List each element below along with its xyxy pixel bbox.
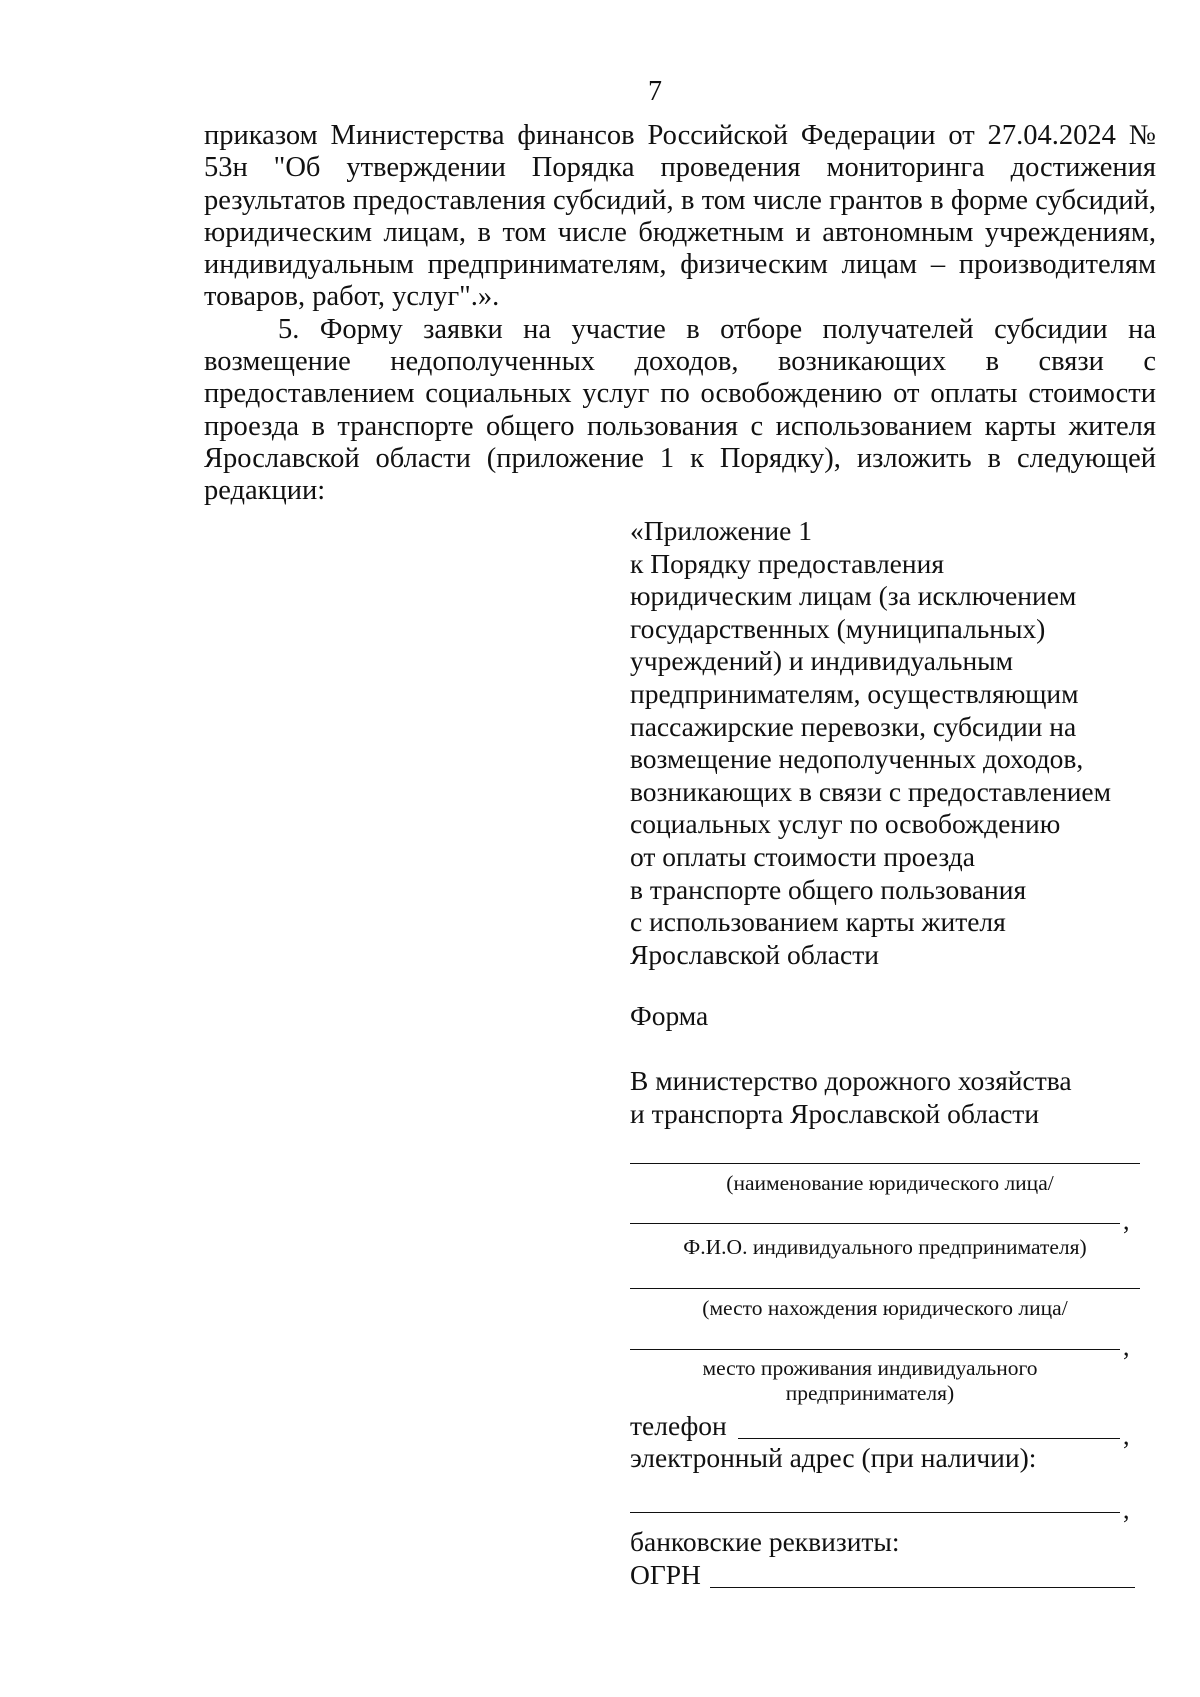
caption-entrepreneur-name: Ф.И.О. индивидуального предпринимателя) — [683, 1235, 1087, 1259]
bank-details-label: банковские реквизиты: — [630, 1526, 900, 1557]
email-label: электронный адрес (при наличии): — [630, 1442, 1037, 1473]
annex-line: Ярославской области — [630, 938, 879, 970]
location-field[interactable] — [630, 1288, 1140, 1289]
annex-line: предпринимателям, осуществляющим — [630, 677, 1079, 709]
ogrn-label: ОГРН — [630, 1559, 701, 1590]
caption-location: (место нахождения юридического лица/ — [702, 1296, 1068, 1320]
applicant-name-field-2[interactable] — [630, 1223, 1120, 1224]
caption-entrepreneur: предпринимателя) — [785, 1381, 955, 1405]
annex-line: возникающих в связи с предоставлением — [630, 775, 1112, 807]
annex-line: учреждений) и индивидуальным — [630, 645, 1014, 677]
annex-line: к Порядку предоставления — [630, 547, 944, 579]
annex-heading — [630, 515, 1150, 971]
annex-line: социальных услуг по освобождению — [630, 808, 1061, 840]
annex-line: возмещение недополученных доходов, — [630, 743, 1084, 775]
annex-line: пассажирские перевозки, субсидии на — [630, 710, 1077, 742]
phone-label: телефон — [630, 1410, 727, 1441]
annex-line: государственных (муниципальных) — [630, 612, 1046, 644]
addressee-line: и транспорта Ярославской области — [630, 1097, 1040, 1129]
comma-mark: , — [1123, 1332, 1130, 1361]
annex-line: юридическим лицам (за исключением — [630, 580, 1077, 612]
annex-line: от оплаты стоимости проезда — [630, 840, 975, 872]
caption-residence: место проживания индивидуального — [702, 1356, 1038, 1380]
paragraph-order-reference: приказом Министерства финансов Российской Федерации от 27.04.2024 № 53н "Об утверждении Порядка проведения мониторинга достижения результатов предоставления субсидий, в том числе грантов в форме субсидий, юридическим лицам, в том числе бюджетным и автономным учреждениям, индивидуальным предпринимателям, физическим лицам – производителям товаров, работ, услуг".». — [204, 120, 1156, 313]
phone-field[interactable] — [738, 1438, 1120, 1439]
annex-line: с использованием карты жителя — [630, 906, 1006, 938]
body-text — [204, 120, 1156, 508]
annex-line: в транспорте общего пользования — [630, 873, 1027, 905]
paragraph-item-5: 5. Форму заявки на участие в отборе получателей субсидии на возмещение недополученных доходов, возникающих в связи с предоставлением социальных услуг по освобождению от оплаты стоимости проезда в транспорте общего пользования с использованием карты жителя Ярославской области (приложение 1 к Порядку), изложить в следующей редакции: — [204, 313, 1156, 507]
addressee-line: В министерство дорожного хозяйства — [630, 1065, 1072, 1096]
ogrn-field[interactable] — [710, 1587, 1135, 1588]
annex-line: «Приложение 1 — [630, 515, 812, 546]
applicant-name-field[interactable] — [630, 1163, 1140, 1164]
caption-applicant-name: (наименование юридического лица/ — [726, 1171, 1054, 1195]
comma-mark: , — [1123, 1495, 1130, 1524]
form-title: Форма — [630, 1000, 709, 1031]
form-addressee — [630, 1065, 1072, 1130]
location-field-2[interactable] — [630, 1349, 1120, 1350]
email-field[interactable] — [630, 1512, 1120, 1513]
page-number: 7 — [648, 76, 662, 107]
comma-mark: , — [1123, 1421, 1130, 1450]
comma-mark: , — [1123, 1206, 1130, 1235]
